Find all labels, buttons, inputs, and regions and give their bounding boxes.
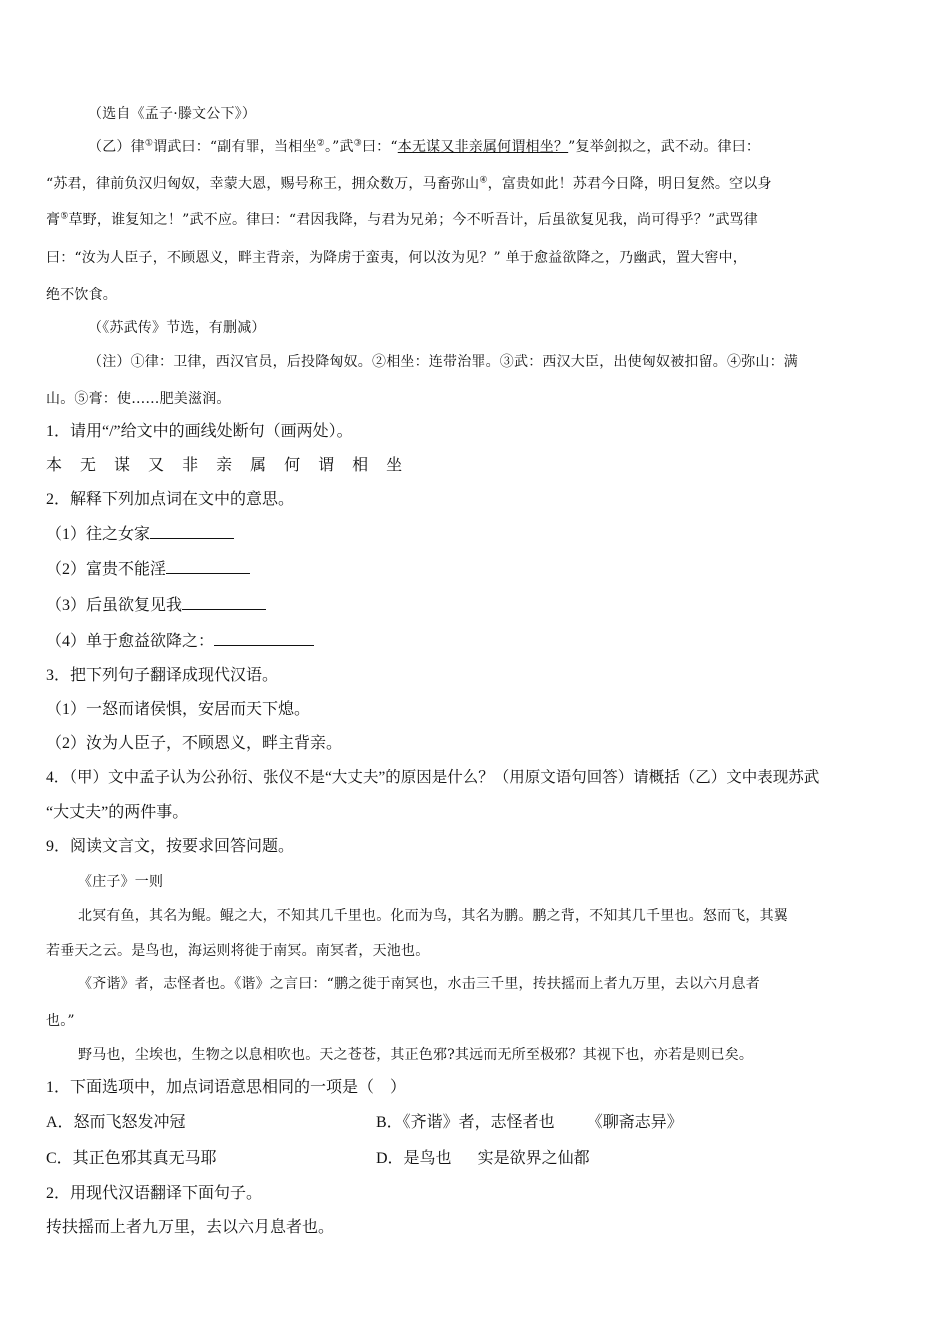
yi-text: 曰：“: [361, 139, 398, 155]
jia-source: （选自《孟子·滕文公下》）: [88, 106, 257, 122]
item-text: （3）后虽欲复见我: [46, 597, 183, 614]
q8-3-item-2: （2）汝为人臣子，不顾恩义，畔主背亲。: [46, 735, 343, 752]
q8-2-item-3: [46, 595, 266, 616]
answer-blank[interactable]: [150, 524, 234, 539]
q9-option-b[interactable]: [376, 1113, 683, 1133]
answer-blank[interactable]: [182, 595, 266, 610]
yi-text: ，富贵如此！苏君今日降，明日复然。空以身: [487, 176, 772, 192]
q8-1-prompt: 1．请用“/”给文中的画线处断句（画两处）。: [46, 423, 353, 440]
char: 属: [250, 457, 274, 474]
option-text: 实是欲界之仙都: [477, 1150, 590, 1167]
q9-p1-line-1: 北冥有鱼，其名为鲲。鲲之大，不知其几千里也。化而为鸟，其名为鹏。鹏之背，不知其几千里也。怒而飞，其翼: [78, 908, 788, 924]
char: 相: [352, 457, 376, 474]
q9-option-c[interactable]: C．其正色邪其真无马耶: [46, 1150, 217, 1167]
yi-text: “苏君，律前负汉归匈奴，幸蒙大恩，赐号称王，拥众数万，马畜弥山: [46, 176, 480, 192]
yi-paragraph-line-5: 绝不饮食。: [46, 287, 117, 303]
footnote-mark: ③: [353, 138, 362, 149]
char: 无: [80, 457, 104, 474]
item-text: （4）单于愈益欲降之：: [46, 633, 215, 650]
yi-text: 膏: [46, 212, 61, 228]
q9-p1-line-2: 若垂天之云。是鸟也，海运则将徙于南冥。南冥者，天池也。: [46, 943, 430, 959]
q8-1-chars: [46, 456, 409, 476]
q9-p2-line-2: 也。”: [46, 1013, 75, 1029]
q9-p3: 野马也，尘埃也，生物之以息相吹也。天之苍苍，其正色邪?其远而无所至极邪？其视下也，亦若是则已矣。: [78, 1047, 754, 1063]
char: 坐: [386, 457, 410, 474]
q9-2-sentence: 抟扶摇而上者九万里，去以六月息者也。: [46, 1219, 335, 1236]
q9-heading: 9．阅读文言文，按要求回答问题。: [46, 838, 295, 855]
char: 又: [148, 457, 172, 474]
q9-option-a[interactable]: A．怒而飞怒发冲冠: [46, 1114, 186, 1131]
yi-text: ”复举剑拟之，武不动。律曰：: [568, 139, 761, 155]
char: 亲: [216, 457, 240, 474]
q8-2-prompt: 2．解释下列加点词在文中的意思。: [46, 491, 295, 508]
yi-paragraph-line-3: [46, 210, 758, 230]
q8-4-prompt-line-1: 4．（甲）文中孟子认为公孙衍、张仪不是“大丈夫”的原因是什么？（用原文语句回答）请概括（乙）文中表现苏武: [46, 769, 820, 786]
footnote-mark: ⑤: [60, 211, 69, 222]
char: 非: [182, 457, 206, 474]
footnote-mark: ①: [144, 138, 154, 149]
item-text: （2）富贵不能淫: [46, 561, 167, 578]
option-text: B．《齐谐》者，志怪者也: [376, 1114, 555, 1131]
answer-blank[interactable]: [166, 559, 250, 574]
q9-1-prompt: 1．下面选项中，加点词语意思相同的一项是（ ）: [46, 1079, 407, 1096]
q8-2-item-4: [46, 631, 314, 652]
q8-4-prompt-line-2: “大丈夫”的两件事。: [46, 804, 189, 821]
char: 何: [284, 457, 308, 474]
yi-text: （乙）律: [88, 139, 145, 155]
q8-3-prompt: 3．把下列句子翻译成现代汉语。: [46, 667, 279, 684]
q9-option-d[interactable]: [376, 1149, 590, 1169]
item-text: （1）往之女家: [46, 526, 151, 543]
yi-paragraph-line-2: [46, 174, 772, 194]
yi-paragraph-line-4: 曰：“汝为人臣子，不顾恩义，畔主背亲，为降虏于蛮夷，何以汝为见？” 单于愈益欲降之，乃幽武，置大窖中，: [46, 250, 747, 266]
yi-paragraph-line-1: [88, 137, 760, 157]
yi-source: （《苏武传》节选，有删减）: [88, 320, 266, 336]
q9-2-prompt: 2．用现代汉语翻译下面句子。: [46, 1185, 263, 1202]
q9-passage-title: 《庄子》一则: [78, 874, 164, 890]
yi-notes-line-2: 山。⑤膏：使……肥美滋润。: [46, 391, 231, 407]
q8-3-item-1: （1）一怒而诸侯惧，安居而天下熄。: [46, 701, 311, 718]
underlined-sentence: 本无谋又非亲属何谓相坐？: [397, 139, 569, 155]
char: 本: [46, 457, 70, 474]
q8-2-item-2: [46, 559, 250, 580]
yi-text: 谓武曰：“副有罪，当相坐: [153, 139, 317, 155]
option-text: D．是鸟也: [376, 1150, 452, 1167]
q9-p2-line-1: 《齐谐》者，志怪者也。《谐》之言曰：“鹏之徙于南冥也，水击三千里，抟扶摇而上者九万里，去以六月息者: [78, 976, 760, 992]
char: 谓: [318, 457, 342, 474]
char: 谋: [114, 457, 138, 474]
yi-text: 。”武: [324, 139, 354, 155]
yi-text: 草野，谁复知之！”武不应。律曰：“君因我降，与君为兄弟；今不听吾计，后虽欲复见我，尚可得乎？”武骂律: [68, 212, 758, 228]
q8-2-item-1: [46, 524, 234, 545]
yi-notes-line-1: （注）①律：卫律，西汉官员，后投降匈奴。②相坐：连带治罪。③武：西汉大臣，出使匈奴被扣留。④弥山：满: [88, 354, 798, 370]
footnote-mark: ④: [479, 175, 488, 186]
footnote-mark: ②: [316, 138, 325, 149]
option-text: 《聊斋志异》: [586, 1114, 683, 1131]
answer-blank[interactable]: [214, 631, 314, 646]
